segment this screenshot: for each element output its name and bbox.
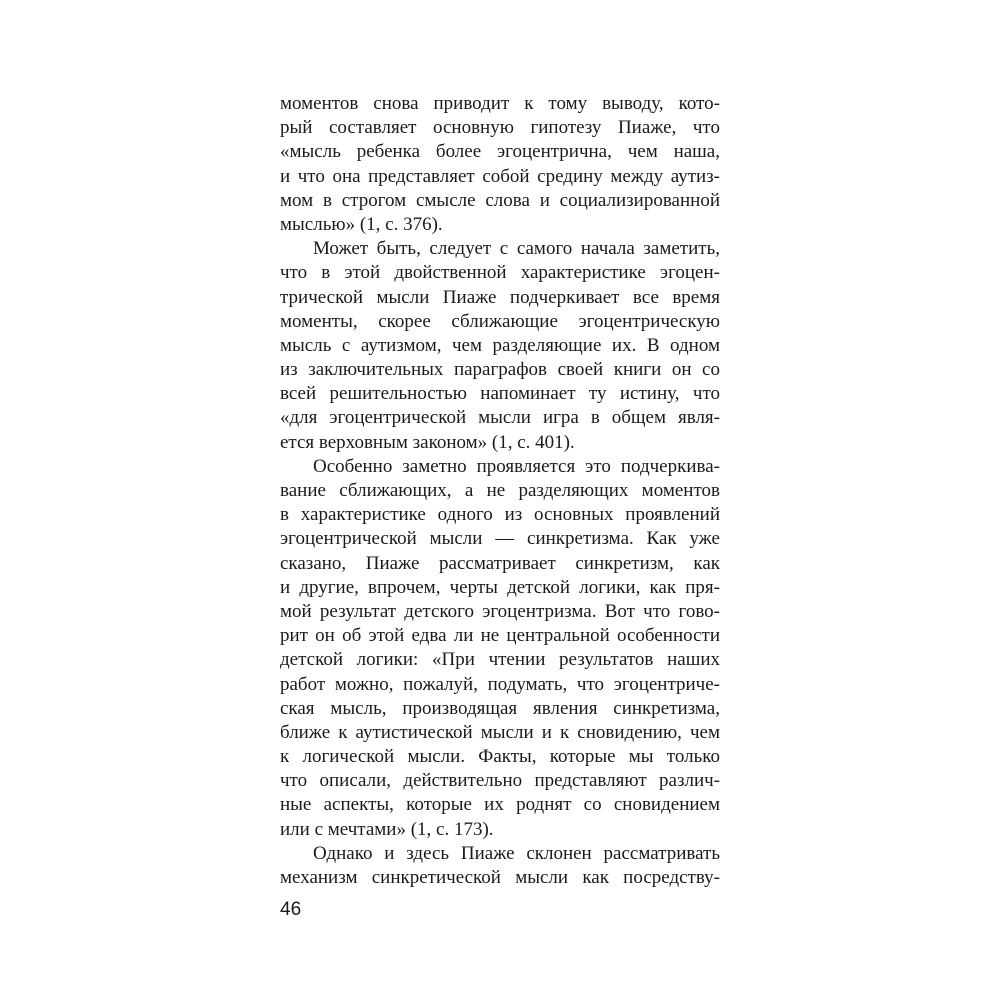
text-line: что описали, действительно представляют различ-: [280, 770, 720, 792]
text-line: механизм синкретической мысли как посредству-: [280, 867, 720, 888]
text-line: Может быть, следует с самого начала заметить,: [313, 238, 720, 260]
text-line: к логической мысли. Факты, которые мы только: [280, 746, 720, 768]
text-line: всей решительностью напоминает ту истину, что: [280, 383, 720, 405]
text-line: моментов снова приводит к тому выводу, кото-: [280, 93, 720, 114]
text-line: «мысль ребенка более эгоцентрична, чем наша,: [280, 141, 720, 163]
text-line: моменты, скорее сближающие эгоцентрическую: [280, 310, 720, 332]
text-line: из заключительных параграфов своей книги он со: [280, 359, 720, 381]
text-line: ется верховным законом» (1, с. 401).: [280, 431, 575, 453]
text-line: мыслью» (1, с. 376).: [280, 213, 443, 235]
text-line: сказано, Пиаже рассматривает синкретизм, как: [280, 552, 720, 574]
text-line: вание сближающих, а не разделяющих моментов: [280, 480, 720, 501]
text-line: рый составляет основную гипотезу Пиаже, что: [280, 117, 720, 139]
text-line: и другие, впрочем, черты детской логики, как пря-: [280, 576, 720, 598]
text-line: ные аспекты, которые их роднят со сновидением: [280, 794, 720, 816]
text-line: Однако и здесь Пиаже склонен рассматривать: [313, 842, 720, 864]
text-line: ближе к аутистической мысли и к сновидению, чем: [280, 721, 720, 743]
text-line: и что она представляет собой средину между аутиз-: [280, 165, 720, 187]
text-line: ская мысль, производящая явления синкретизма,: [280, 697, 720, 719]
text-line: «для эгоцентрической мысли игра в общем явля-: [280, 407, 720, 429]
text-line: мысль с аутизмом, чем разделяющие их. В одном: [280, 334, 720, 356]
text-line: в характеристике одного из основных проявлений: [280, 504, 720, 526]
text-line: или с мечтами» (1, с. 173).: [280, 818, 494, 840]
body-text: [280, 92, 720, 890]
text-line: рит он об этой едва ли не центральной особенности: [280, 625, 720, 647]
page-number: 46: [280, 899, 302, 920]
text-line: эгоцентрической мысли — синкретизма. Как уже: [280, 528, 720, 550]
text-line: что в этой двойственной характеристике эгоцен-: [280, 262, 720, 284]
text-line: работ можно, пожалуй, подумать, что эгоцентриче-: [280, 673, 720, 695]
text-line: мом в строгом смысле слова и социализированной: [280, 189, 720, 211]
text-line: Особенно заметно проявляется это подчеркива-: [313, 455, 720, 477]
text-line: трической мысли Пиаже подчеркивает все время: [280, 286, 720, 308]
text-line: детской логики: «При чтении результатов наших: [280, 649, 720, 671]
text-line: мой результат детского эгоцентризма. Вот что гово-: [280, 600, 720, 622]
